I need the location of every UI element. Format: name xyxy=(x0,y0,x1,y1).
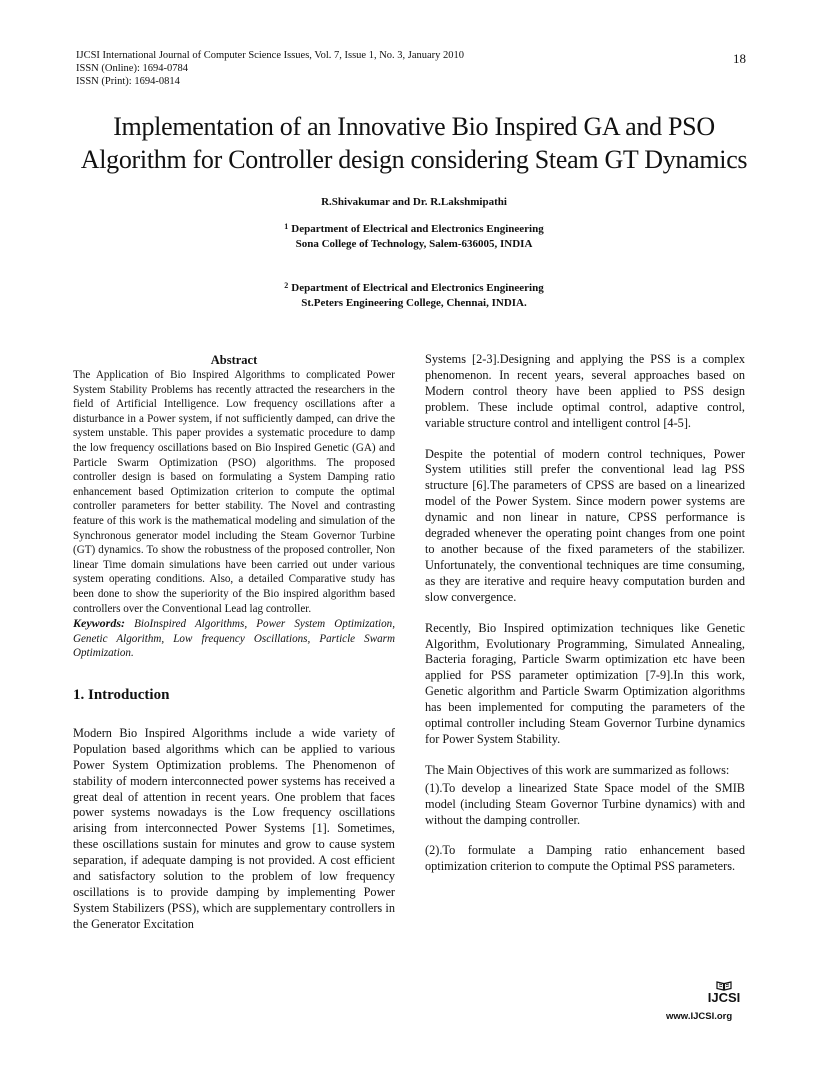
intro-paragraph: Modern Bio Inspired Algorithms include a wide variety of Population based algorithms which can be applied to various Power System Optimization problems. The Phenomenon of stability of modern interconnected power systems has received a great deal of attention in recent years. One problem that faces power systems nowadays is the Low frequency oscillations arising from interconnected Power Systems [1]. Sometimes, these oscillations sustain for minutes and grow to cause system separation, if adequate damping is not provided. A cost efficient and satisfactory solution to the problem of low frequency oscillations is to provide damping by implementing Power System Stabilizers (PSS), which are supplementary controllers in the Generator Excitation xyxy=(73,725,395,931)
right-column xyxy=(425,352,745,890)
authors: R.Shivakumar and Dr. R.Lakshmipathi xyxy=(321,196,507,208)
paragraph-pss-design: Systems [2-3].Designing and applying the PSS is a complex phenomenon. In recent years, several approaches based on Modern control theory have been applied to PSS design problem. These include optimal control, adaptive control, variable structure control and intelligent control [4-5]. xyxy=(425,352,745,430)
affiliation-2 xyxy=(0,281,828,310)
logo-text: IJCSI xyxy=(707,990,741,1005)
keywords-text: BioInspired Algorithms, Power System Optimization, Genetic Algorithm, Low frequency Oscillations, Particle Swarm Optimization. xyxy=(73,618,395,660)
website-url: www.IJCSI.org xyxy=(666,1011,733,1022)
page-number: 18 xyxy=(733,51,746,66)
paper-title-line-1: Implementation of an Innovative Bio Inspired GA and PSO xyxy=(113,112,715,141)
paragraph-conventional-pss: Despite the potential of modern control techniques, Power System utilities still prefer the conventional lead lag PSS structure [6].The parameters of CPSS are based on a linearized model of the Power System. Since modern power systems are dynamic and non linear in nature, CPSS performance is degraded whenever the operating point changes from one point to another because of the fixed parameters of the stabilizer. Unfortunately, the conventional techniques are time consuming, as they are iterative and require heavy computation burden and slow convergence. xyxy=(425,446,745,604)
paper-title-line-2: Algorithm for Controller design considering Steam GT Dynamics xyxy=(80,145,748,174)
paragraph-objectives-intro: The Main Objectives of this work are summarized as follows: xyxy=(425,762,730,777)
keywords xyxy=(73,616,395,661)
issn-print: ISSN (Print): 1694-0814 xyxy=(76,76,180,87)
affiliation-mark: 2 xyxy=(284,281,289,290)
affiliation-institution: Sona College of Technology, Salem-636005, INDIA xyxy=(295,237,533,250)
abstract-heading: Abstract xyxy=(210,353,258,367)
paragraph-bio-inspired: Recently, Bio Inspired optimization techniques like Genetic Algorithm, Evolutionary Programming, Simulated Annealing, Bacteria foraging, Particle Swarm optimization etc have been applied for PSS parameter optimization [7-9].In this work, Genetic algorithm and Particle Swarm Optimization algorithms has been implemented for computing the parameters of the optimal controller including Steam Governor Turbine dynamics for Power System Stability. xyxy=(425,620,745,746)
affiliation-1 xyxy=(0,222,828,251)
paper-title xyxy=(40,110,788,176)
left-column xyxy=(73,352,395,948)
affiliation-mark: 1 xyxy=(284,222,289,231)
journal-header xyxy=(76,49,464,88)
journal-citation: IJCSI International Journal of Computer Science Issues, Vol. 7, Issue 1, No. 3, January 2010 xyxy=(76,50,465,61)
affiliation-department: Department of Electrical and Electronics Engineering xyxy=(291,223,544,235)
affiliation-institution: St.Peters Engineering College, Chennai, INDIA. xyxy=(301,296,527,309)
abstract-text: The Application of Bio Inspired Algorithms to complicated Power System Stability Problems has recently attracted the researchers in the field of Artificial Intelligence. Low frequency oscillations after a disturbance in a Power system, if not sufficiently damped, can drive the system unstable. This paper provides a systematic procedure to damp the low frequency oscillations based on Bio Inspired Genetic (GA) and Particle Swarm Optimization (PSO) algorithms. The proposed controller design is based on formulating a System Damping ratio enhancement based Optimization criterion to compute the optimal controller parameters for better stability. The Novel and contrasting feature of this work is the mathematical modeling and simulation of the Synchronous generator model including the Steam Governor Turbine (GT) dynamics. To show the robustness of the proposed controller, Non linear Time domain simulations have been carried out under various system operating conditions. Also, a detailed Comparative study has been done to show the superiority of the Bio inspired algorithm based controllers over the Conventional Lead lag controller. xyxy=(73,369,395,615)
objective-1: (1).To develop a linearized State Space model of the SMIB model (including Steam Governor Turbine dynamics) with and without the damping controller. xyxy=(425,780,745,827)
section-heading-introduction: 1. Introduction xyxy=(73,686,170,703)
keywords-label: Keywords: xyxy=(73,616,125,631)
affiliation-department: Department of Electrical and Electronics Engineering xyxy=(291,282,544,294)
issn-online: ISSN (Online): 1694-0784 xyxy=(76,63,188,74)
ijcsi-logo xyxy=(700,980,748,1005)
objective-2: (2).To formulate a Damping ratio enhancement based optimization criterion to compute the Optimal PSS parameters. xyxy=(425,843,745,874)
